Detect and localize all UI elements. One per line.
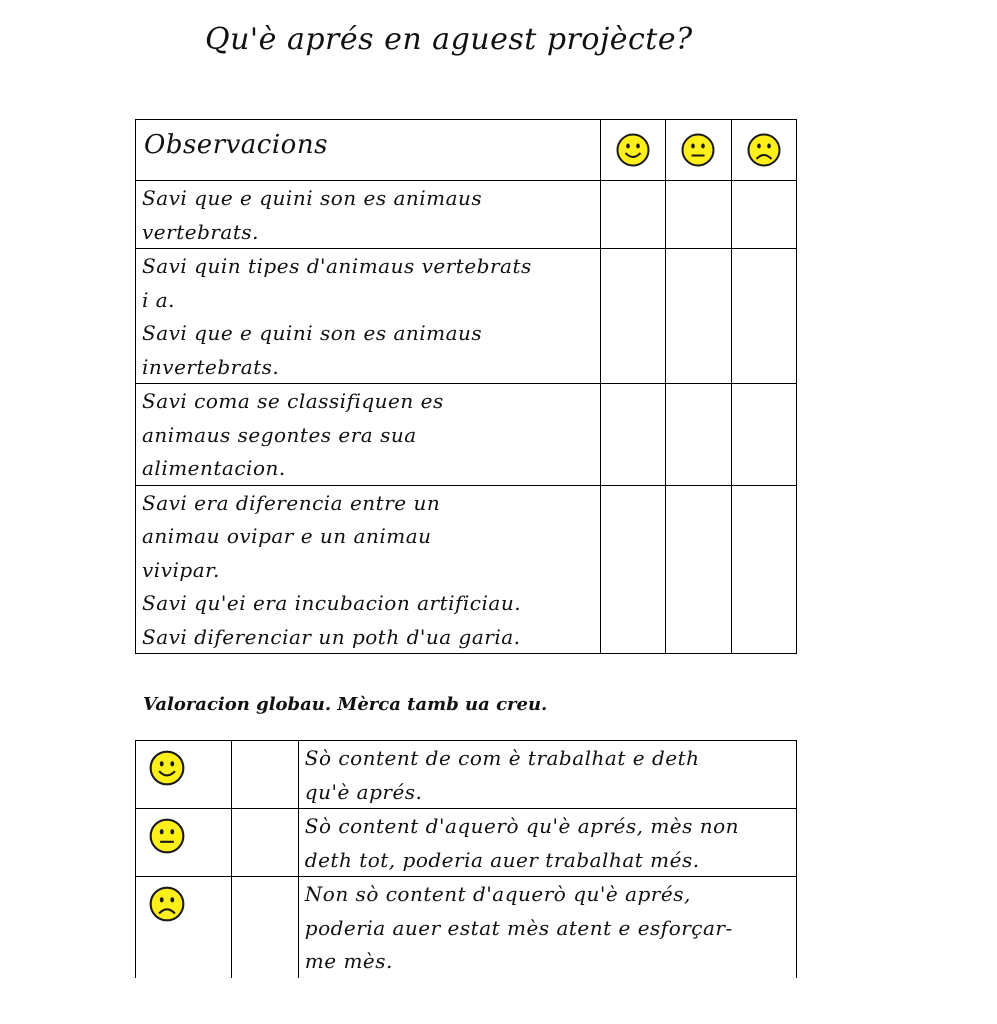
rating-line: poderia auer estat mès atent e esforçar- [304, 915, 733, 940]
observation-cell [136, 249, 601, 384]
observation-line: Savi diferenciar un poth d'ua garia. [142, 624, 521, 649]
table-row [136, 741, 797, 809]
mark-cross-cell[interactable] [232, 809, 299, 877]
rating-line: Sò content d'aquerò qu'è aprés, mès non [304, 814, 740, 838]
rating-text-cell [298, 809, 796, 877]
observation-line: Savi coma se classifiquen es [142, 389, 444, 413]
observation-line: Savi qu'ei era incubacion artificiau. [142, 591, 522, 615]
rating-line: qu'è aprés. [304, 779, 423, 804]
rating-cell-happy[interactable] [600, 485, 665, 654]
rating-line: Sò content de com è trabalhat e deth [304, 746, 700, 770]
sad-face-icon [746, 132, 782, 168]
observations-header-cell [136, 120, 601, 181]
happy-face-icon [148, 749, 186, 787]
rating-cell-sad[interactable] [731, 249, 796, 384]
rating-text-cell [298, 741, 796, 809]
observation-line: invertebrats. [142, 354, 280, 379]
observation-line: vivipar. [142, 557, 220, 582]
rating-line: deth tot, poderia auer trabalhat més. [304, 847, 700, 872]
observation-line: vertebrats. [142, 219, 260, 244]
observation-cell [136, 384, 601, 486]
table-row [136, 877, 797, 978]
observation-line: Savi quin tipes d'animaus vertebrats [142, 254, 532, 278]
mark-cross-cell[interactable] [232, 877, 299, 978]
page-title: Qu'è aprés en aguest projècte? [205, 22, 693, 57]
table-row [136, 181, 797, 249]
rating-cell-happy[interactable] [600, 384, 665, 486]
rating-line: Non sò content d'aquerò qu'è aprés, [304, 882, 691, 906]
neutral-face-icon [680, 132, 716, 168]
rating-face-cell [136, 809, 232, 877]
mark-cross-cell[interactable] [232, 741, 299, 809]
rating-cell-neutral[interactable] [666, 181, 731, 249]
observation-line: Savi era diferencia entre un [142, 490, 441, 515]
observation-cell [136, 181, 601, 249]
rating-cell-sad[interactable] [731, 485, 796, 654]
observation-line: Savi que e quini son es animaus [142, 321, 483, 345]
observation-line: alimentacion. [142, 456, 286, 480]
observations-header: Observacions [144, 130, 328, 160]
happy-face-icon [615, 132, 651, 168]
rating-line: me mès. [304, 949, 393, 973]
table-row [136, 384, 797, 486]
table-row [136, 249, 797, 384]
observation-line: Savi que e quini son es animaus [142, 186, 483, 210]
rating-cell-happy[interactable] [600, 249, 665, 384]
rating-face-cell [136, 741, 232, 809]
observation-cell [136, 485, 601, 654]
rating-cell-neutral[interactable] [666, 384, 731, 486]
observations-table [135, 119, 797, 654]
rating-cell-sad[interactable] [731, 181, 796, 249]
header-neutral-cell [666, 120, 731, 181]
sad-face-icon [148, 885, 186, 923]
rating-cell-neutral[interactable] [666, 249, 731, 384]
rating-cell-sad[interactable] [731, 384, 796, 486]
observation-line: animau ovipar e un animau [142, 524, 432, 548]
rating-face-cell [136, 877, 232, 978]
rating-cell-happy[interactable] [600, 181, 665, 249]
header-sad-cell [731, 120, 796, 181]
table-row [136, 485, 797, 654]
observation-line: animaus segontes era sua [142, 422, 417, 447]
header-happy-cell [600, 120, 665, 181]
rating-cell-neutral[interactable] [666, 485, 731, 654]
table-row [136, 809, 797, 877]
rating-text-cell [298, 877, 796, 978]
global-rating-table [135, 740, 797, 978]
neutral-face-icon [148, 817, 186, 855]
global-rating-heading: Valoracion globau. Mèrca tamb ua creu. [143, 694, 548, 715]
observation-line: i a. [142, 287, 176, 312]
